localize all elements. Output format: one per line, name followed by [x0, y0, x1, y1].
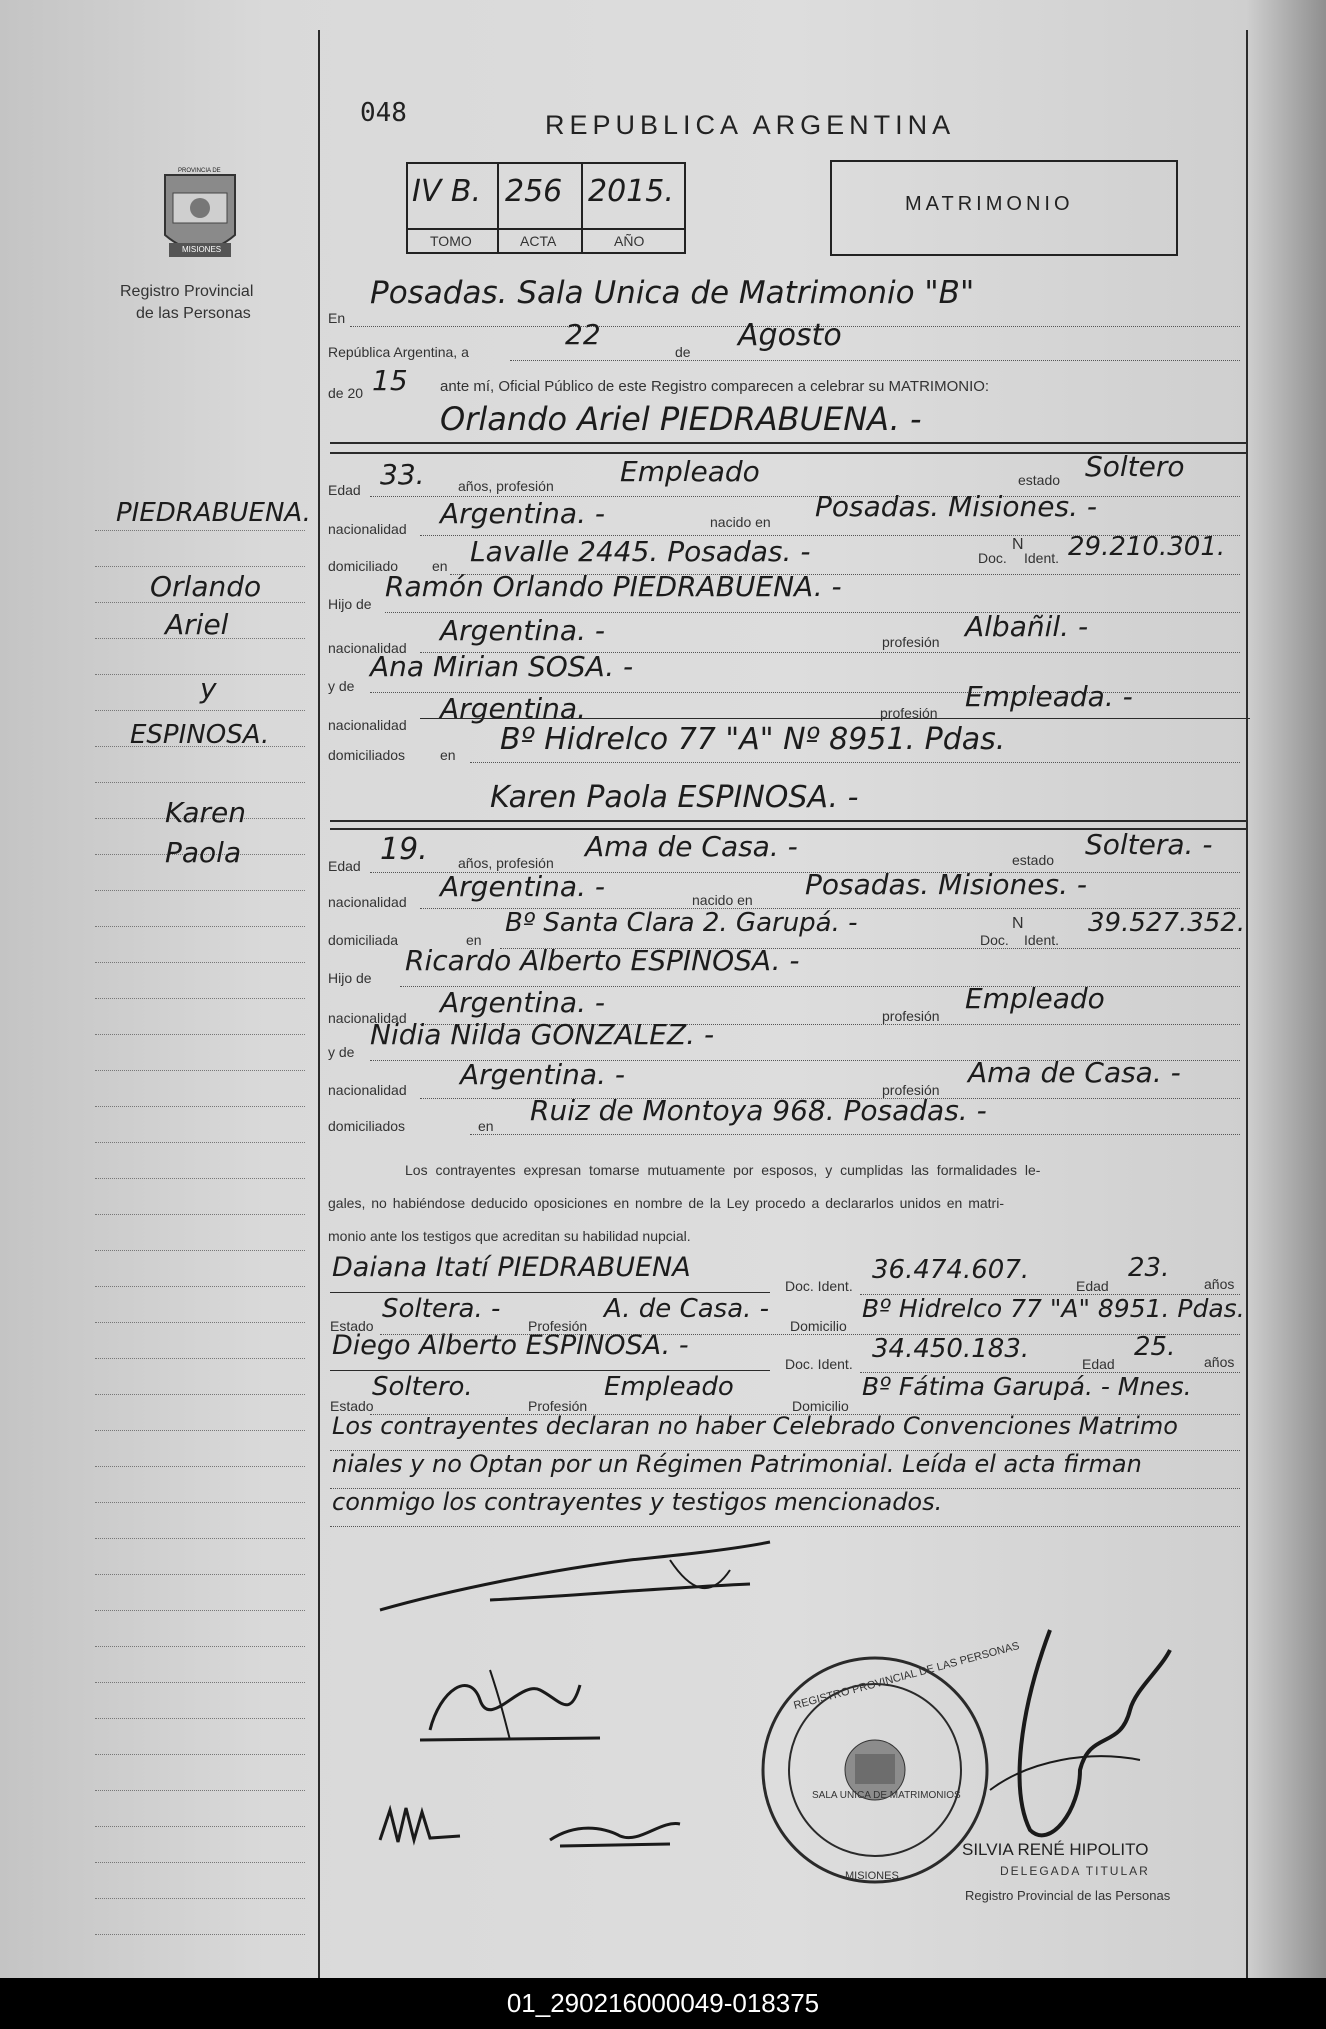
groom-estado: Soltero — [1085, 450, 1185, 483]
bride-mother: Nidia Nilda GONZALEZ. - — [370, 1018, 715, 1051]
year-suffix: 15 — [372, 364, 408, 397]
day-value: 22 — [565, 318, 601, 351]
groom-dom-label: domiciliado — [328, 558, 399, 574]
groom-dom-en: en — [432, 558, 448, 574]
ano-label: AÑO — [614, 233, 645, 249]
groom-mother: Ana Mirian SOSA. - — [370, 650, 634, 683]
bride-mother-nac: Argentina. - — [460, 1058, 625, 1091]
margin-ruled-line — [95, 1538, 305, 1539]
groom-mother-prof-label: profesión — [880, 705, 938, 721]
margin-ruled-line — [95, 782, 305, 783]
groom-father-nac: Argentina. - — [440, 614, 605, 647]
right-margin-rule — [1246, 30, 1248, 1978]
signature-witness2-icon — [540, 1800, 690, 1860]
bride-edad: 19. — [380, 832, 428, 867]
bride-profesion: Ama de Casa. - — [585, 830, 798, 863]
groom-anos-label: años, profesión — [458, 478, 554, 494]
margin-ruled-line — [95, 962, 305, 963]
margin-ruled-line — [95, 1754, 305, 1755]
tomo-label: TOMO — [430, 233, 472, 249]
witness2-estado: Soltero. — [372, 1372, 473, 1402]
margin-ruled-line — [95, 1466, 305, 1467]
emblem-bottom-text: MISIONES — [182, 245, 222, 254]
margin-ruled-line — [95, 1178, 305, 1179]
witness2-prof-label: Profesión — [528, 1398, 588, 1414]
groom-yde-label: y de — [328, 678, 355, 694]
witness2-edad-label: Edad — [1082, 1356, 1115, 1372]
bride-hijo-label: Hijo de — [328, 970, 372, 986]
bride-parents-dom-label: domiciliados — [328, 1118, 406, 1134]
groom-father: Ramón Orlando PIEDRABUENA. - — [385, 570, 842, 603]
bride-dom-label: domiciliada — [328, 932, 399, 948]
official-title: DELEGADA TITULAR — [1000, 1864, 1150, 1878]
bride-name: Karen Paola ESPINOSA. - — [490, 780, 859, 815]
groom-name: Orlando Ariel PIEDRABUENA. - — [440, 400, 922, 438]
scan-id-footer: 01_290216000049-018375 — [0, 1978, 1326, 2029]
province-emblem-icon — [155, 165, 245, 270]
groom-profesion: Empleado — [620, 455, 760, 488]
groom-parents-dom-en: en — [440, 747, 456, 763]
groom-mother-nac-label: nacionalidad — [328, 717, 407, 733]
groom-nacionalidad: Argentina. - — [440, 497, 605, 530]
witness2-dom-label: Domicilio — [792, 1398, 849, 1414]
margin-surname-groom: PIEDRABUENA. — [116, 498, 311, 528]
bride-mother-prof: Ama de Casa. - — [968, 1056, 1181, 1089]
groom-domicilio: Lavalle 2445. Posadas. - — [470, 535, 811, 568]
declaration-line1: Los contrayentes expresan tomarse mutuamente por esposos, y cumplidas las formalidades le- — [405, 1162, 1041, 1178]
bride-doc-num: N — [1012, 915, 1024, 932]
bride-parents-dom-en: en — [478, 1118, 494, 1134]
en-label: En — [328, 310, 346, 326]
month-value: Agosto — [738, 318, 842, 353]
groom-parents-dom: Bº Hidrelco 77 "A" Nº 8951. Pdas. — [500, 722, 1006, 757]
margin-ruled-line — [95, 1574, 305, 1575]
margin-ruled-line — [95, 1790, 305, 1791]
groom-estado-label: estado — [1018, 472, 1061, 488]
margin-ruled-line — [95, 530, 305, 531]
margin-ruled-line — [95, 1826, 305, 1827]
witness1-doc-value: 36.474.607. — [872, 1255, 1030, 1285]
witness1-dom-label: Domicilio — [790, 1318, 847, 1334]
place-value: Posadas. Sala Unica de Matrimonio "B" — [370, 275, 975, 311]
intro-sentence: ante mí, Oficial Público de este Registro comparecen a celebrar su MATRIMONIO: — [440, 378, 990, 395]
bride-ident-label: Ident. — [1024, 932, 1060, 948]
margin-given-bride2: Paola — [165, 836, 242, 869]
margin-ruled-line — [95, 710, 305, 711]
left-margin-rule — [318, 30, 320, 1978]
bride-nacido-label: nacido en — [692, 892, 753, 908]
margin-ruled-line — [95, 1142, 305, 1143]
margin-ruled-line — [95, 1610, 305, 1611]
margin-ruled-line — [95, 1106, 305, 1107]
witness2-anos-label: años — [1204, 1354, 1235, 1370]
witness2-doc-value: 34.450.183. — [872, 1334, 1030, 1364]
year-prefix: de 20 — [328, 385, 364, 401]
seal-inner-text: SALA UNICA DE MATRIMONIOS — [812, 1790, 961, 1801]
bride-estado-label: estado — [1012, 852, 1055, 868]
witness1-name: Daiana Itatí PIEDRABUENA — [332, 1252, 691, 1283]
margin-ruled-line — [95, 1430, 305, 1431]
bride-dom-en: en — [466, 932, 482, 948]
groom-ident-label: Ident. — [1024, 550, 1060, 566]
seal-outer-text: REGISTRO PROVINCIAL DE LAS PERSONAS — [792, 1640, 1021, 1712]
margin-ruled-line — [95, 998, 305, 999]
declaration-line2: gales, no habiéndose deducido oposiciones en nombre de la Ley procedo a declararlos unidos en matri- — [328, 1195, 1004, 1211]
margin-ruled-line — [95, 1250, 305, 1251]
bride-parents-dom: Ruiz de Montoya 968. Posadas. - — [530, 1094, 987, 1127]
observations-line1: Los contrayentes declaran no haber Celebrado Convenciones Matrimo — [332, 1412, 1178, 1440]
witness1-anos-label: años — [1204, 1276, 1235, 1292]
margin-ruled-line — [95, 1898, 305, 1899]
bride-father-prof-label: profesión — [882, 1008, 940, 1024]
groom-father-prof: Albañil. - — [965, 610, 1089, 643]
groom-doc-label: Doc. — [978, 550, 1007, 566]
margin-given-groom2: Ariel — [165, 608, 229, 641]
acta-value: 256 — [505, 174, 563, 209]
de-label: de — [675, 344, 691, 360]
declaration-line3: monio ante los testigos que acreditan su habilidad nupcial. — [328, 1228, 691, 1244]
margin-ruled-line — [95, 890, 305, 891]
margin-ruled-line — [95, 1718, 305, 1719]
witness1-profesion: A. de Casa. - — [604, 1294, 770, 1324]
bride-doc-value: 39.527.352. — [1088, 908, 1246, 938]
margin-ruled-line — [95, 1646, 305, 1647]
bride-domicilio: Bº Santa Clara 2. Garupá. - — [505, 908, 858, 938]
margin-ruled-line — [95, 926, 305, 927]
groom-father-nac-label: nacionalidad — [328, 640, 407, 656]
country-title: REPUBLICA ARGENTINA — [545, 110, 956, 140]
bride-mother-prof-label: profesión — [882, 1082, 940, 1098]
groom-edad: 33. — [380, 458, 425, 491]
bride-father: Ricardo Alberto ESPINOSA. - — [405, 944, 800, 977]
witness1-edad: 23. — [1128, 1253, 1170, 1283]
witness2-domicilio: Bº Fátima Garupá. - Mnes. — [862, 1372, 1192, 1401]
seal-bottom-text: MISIONES — [845, 1870, 899, 1882]
registry-name-line1: Registro Provincial — [120, 283, 254, 300]
signature-groom-icon — [370, 1530, 790, 1650]
groom-father-prof-label: profesión — [882, 634, 940, 650]
republic-label: República Argentina, a — [328, 344, 469, 360]
bride-mother-nac-label: nacionalidad — [328, 1082, 407, 1098]
margin-ruled-line — [95, 1682, 305, 1683]
witness1-doc-label: Doc. Ident. — [785, 1278, 853, 1294]
witness2-edad: 25. — [1134, 1332, 1176, 1362]
margin-ruled-line — [95, 566, 305, 567]
tomo-value: IV B. — [412, 174, 482, 209]
margin-ruled-line — [95, 1070, 305, 1071]
groom-doc-num: N — [1012, 536, 1024, 553]
groom-parents-dom-label: domiciliados — [328, 747, 406, 763]
bride-nacido: Posadas. Misiones. - — [805, 868, 1087, 901]
ano-value: 2015. — [588, 174, 674, 209]
groom-hijo-label: Hijo de — [328, 596, 372, 612]
margin-surname-bride: ESPINOSA. — [130, 720, 270, 750]
observations-line3: conmigo los contrayentes y testigos mencionados. — [332, 1488, 943, 1516]
registry-name-line2: de las Personas — [136, 305, 251, 322]
witness1-domicilio: Bº Hidrelco 77 "A" 8951. Pdas. — [862, 1294, 1245, 1323]
groom-nac-label: nacionalidad — [328, 521, 407, 537]
margin-ruled-line — [95, 1214, 305, 1215]
official-name: SILVIA RENÉ HIPOLITO — [962, 1840, 1149, 1859]
folio-number: 048 — [360, 98, 407, 128]
bride-anos-label: años, profesión — [458, 855, 554, 871]
margin-ruled-line — [95, 1502, 305, 1503]
bride-father-prof: Empleado — [965, 982, 1105, 1015]
witness2-name: Diego Alberto ESPINOSA. - — [332, 1330, 689, 1361]
margin-ruled-line — [95, 1034, 305, 1035]
margin-ruled-line — [95, 1358, 305, 1359]
acta-label: ACTA — [520, 233, 557, 249]
signature-witness1-icon — [370, 1790, 490, 1860]
margin-and: y — [200, 672, 217, 705]
witness2-profesion: Empleado — [604, 1372, 734, 1402]
witness1-estado: Soltera. - — [382, 1294, 501, 1324]
groom-nacido: Posadas. Misiones. - — [815, 490, 1097, 523]
margin-ruled-line — [95, 1394, 305, 1395]
observations-line2: niales y no Optan por un Régimen Patrimonial. Leída el acta firman — [332, 1450, 1142, 1478]
margin-given-groom1: Orlando — [150, 570, 262, 603]
margin-given-bride1: Karen — [165, 796, 247, 829]
bride-edad-label: Edad — [328, 858, 361, 874]
bride-father-nac: Argentina. - — [440, 986, 605, 1019]
bride-yde-label: y de — [328, 1044, 355, 1060]
bride-nacionalidad: Argentina. - — [440, 870, 605, 903]
emblem-top-text: PROVINCIA DE — [178, 168, 221, 174]
margin-ruled-line — [95, 1934, 305, 1935]
bride-estado: Soltera. - — [1085, 828, 1213, 861]
margin-ruled-line — [95, 1286, 305, 1287]
witness2-estado-label: Estado — [330, 1398, 374, 1414]
witness1-edad-label: Edad — [1076, 1278, 1109, 1294]
witness1-prof-label: Profesión — [528, 1318, 588, 1334]
bride-father-nac-label: nacionalidad — [328, 1010, 407, 1026]
groom-mother-nac: Argentina. — [440, 692, 586, 725]
margin-ruled-line — [95, 1322, 305, 1323]
bride-nac-label: nacionalidad — [328, 894, 407, 910]
groom-edad-label: Edad — [328, 482, 361, 498]
signature-bride-icon — [400, 1650, 620, 1760]
witness1-estado-label: Estado — [330, 1318, 374, 1334]
groom-doc-value: 29.210.301. — [1068, 532, 1226, 562]
witness2-doc-label: Doc. Ident. — [785, 1356, 853, 1372]
groom-mother-prof: Empleada. - — [965, 680, 1133, 713]
doc-type-title: MATRIMONIO — [905, 193, 1074, 215]
official-org: Registro Provincial de las Personas — [965, 1888, 1171, 1903]
bride-doc-label: Doc. — [980, 932, 1009, 948]
margin-ruled-line — [95, 1862, 305, 1863]
groom-nacido-label: nacido en — [710, 514, 771, 530]
